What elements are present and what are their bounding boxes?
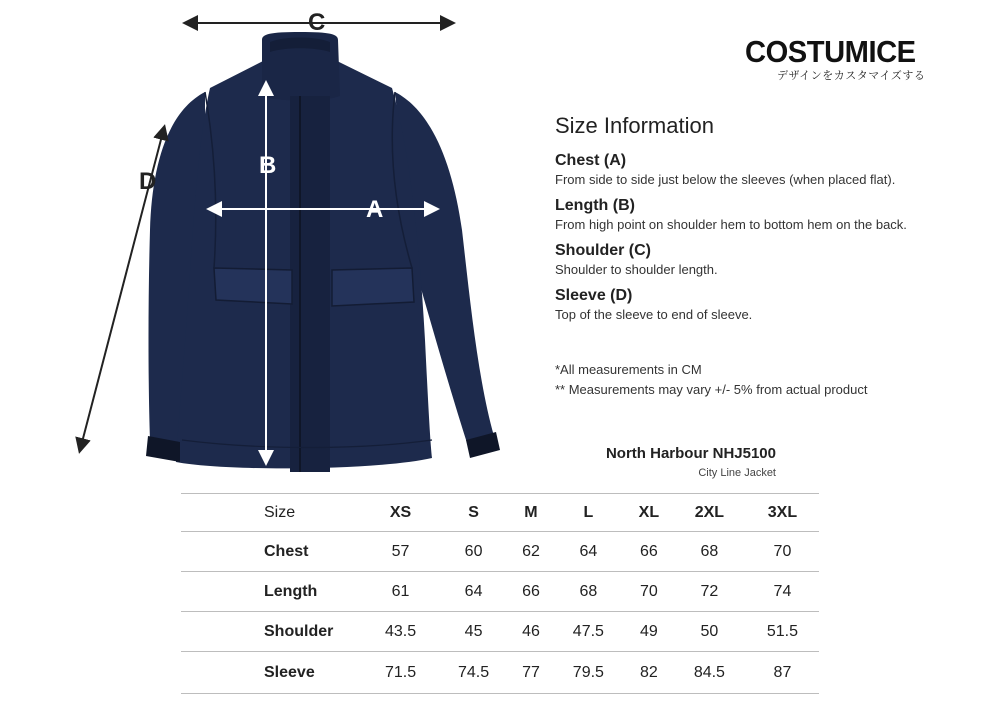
table-cell: 66 — [510, 572, 552, 612]
table-header-size: XS — [364, 494, 437, 532]
table-cell: 66 — [625, 532, 673, 572]
info-item-chest — [555, 151, 975, 188]
info-item-head: Sleeve (D) — [555, 287, 633, 304]
info-item-length — [555, 196, 975, 233]
label-c: C — [308, 9, 326, 36]
table-cell: 43.5 — [364, 612, 437, 652]
jacket-left-pocket-flap — [214, 268, 292, 304]
table-header-label: Size — [181, 494, 364, 532]
info-item-desc: From high point on shoulder hem to bottom hem on the back. — [555, 217, 907, 232]
table-header-size: 3XL — [746, 494, 819, 532]
measurement-notes — [555, 360, 867, 400]
info-item-head: Shoulder (C) — [555, 242, 651, 259]
table-header-size: S — [437, 494, 510, 532]
table-cell: 47.5 — [552, 612, 625, 652]
info-item-desc: Shoulder to shoulder length. — [555, 262, 718, 277]
note-variance: ** Measurements may vary +/- 5% from actual product — [555, 382, 868, 397]
info-item-sleeve — [555, 286, 975, 323]
table-cell: 64 — [437, 572, 510, 612]
jacket-right-pocket-flap — [332, 268, 414, 306]
table-cell: 79.5 — [552, 652, 625, 694]
table-header-size: XL — [625, 494, 673, 532]
table-header-size: L — [552, 494, 625, 532]
table-cell: 68 — [673, 532, 746, 572]
table-cell: 50 — [673, 612, 746, 652]
table-cell: 71.5 — [364, 652, 437, 694]
info-item-shoulder — [555, 241, 975, 278]
table-cell: 72 — [673, 572, 746, 612]
info-item-head: Length (B) — [555, 197, 635, 214]
jacket-illustration — [0, 0, 560, 490]
table-cell: 77 — [510, 652, 552, 694]
table-cell: 74.5 — [437, 652, 510, 694]
table-cell: 49 — [625, 612, 673, 652]
product-heading — [606, 444, 776, 482]
table-row — [181, 612, 819, 652]
table-cell: 46 — [510, 612, 552, 652]
brand-name: COSTUMICE — [745, 34, 916, 69]
size-information — [555, 113, 975, 331]
table-cell: 51.5 — [746, 612, 819, 652]
product-name: North Harbour NHJ5100 — [605, 445, 776, 462]
table-cell: 84.5 — [673, 652, 746, 694]
table-cell: 62 — [510, 532, 552, 572]
brand-logo — [745, 36, 935, 83]
jacket-diagram — [0, 0, 560, 490]
table-cell: 68 — [552, 572, 625, 612]
table-cell: 70 — [625, 572, 673, 612]
table-cell: 74 — [746, 572, 819, 612]
table-row — [181, 572, 819, 612]
info-item-desc: From side to side just below the sleeves (when placed flat). — [555, 172, 896, 187]
table-header-size: M — [510, 494, 552, 532]
info-item-desc: Top of the sleeve to end of sleeve. — [555, 307, 753, 322]
label-d: D — [139, 168, 157, 195]
table-row — [181, 652, 819, 694]
info-item-head: Chest (A) — [555, 152, 627, 169]
row-label: Sleeve — [181, 652, 364, 694]
brand-tagline: デザインをカスタマイズする — [777, 69, 926, 82]
size-table — [181, 493, 819, 694]
note-units: *All measurements in CM — [555, 362, 702, 377]
table-cell: 87 — [746, 652, 819, 694]
label-b: B — [259, 152, 277, 179]
table-cell: 64 — [552, 532, 625, 572]
table-header-row — [181, 494, 819, 532]
table-cell: 45 — [437, 612, 510, 652]
table-cell: 57 — [364, 532, 437, 572]
size-info-title: Size Information — [555, 113, 714, 138]
table-cell: 61 — [364, 572, 437, 612]
table-header-size: 2XL — [673, 494, 746, 532]
row-label: Length — [181, 572, 364, 612]
row-label: Chest — [181, 532, 364, 572]
row-label: Shoulder — [181, 612, 364, 652]
product-subtitle: City Line Jacket — [698, 467, 776, 479]
table-cell: 82 — [625, 652, 673, 694]
jacket-zip-placket — [290, 96, 330, 472]
table-cell: 70 — [746, 532, 819, 572]
label-a: A — [366, 196, 384, 223]
table-row — [181, 532, 819, 572]
table-cell: 60 — [437, 532, 510, 572]
